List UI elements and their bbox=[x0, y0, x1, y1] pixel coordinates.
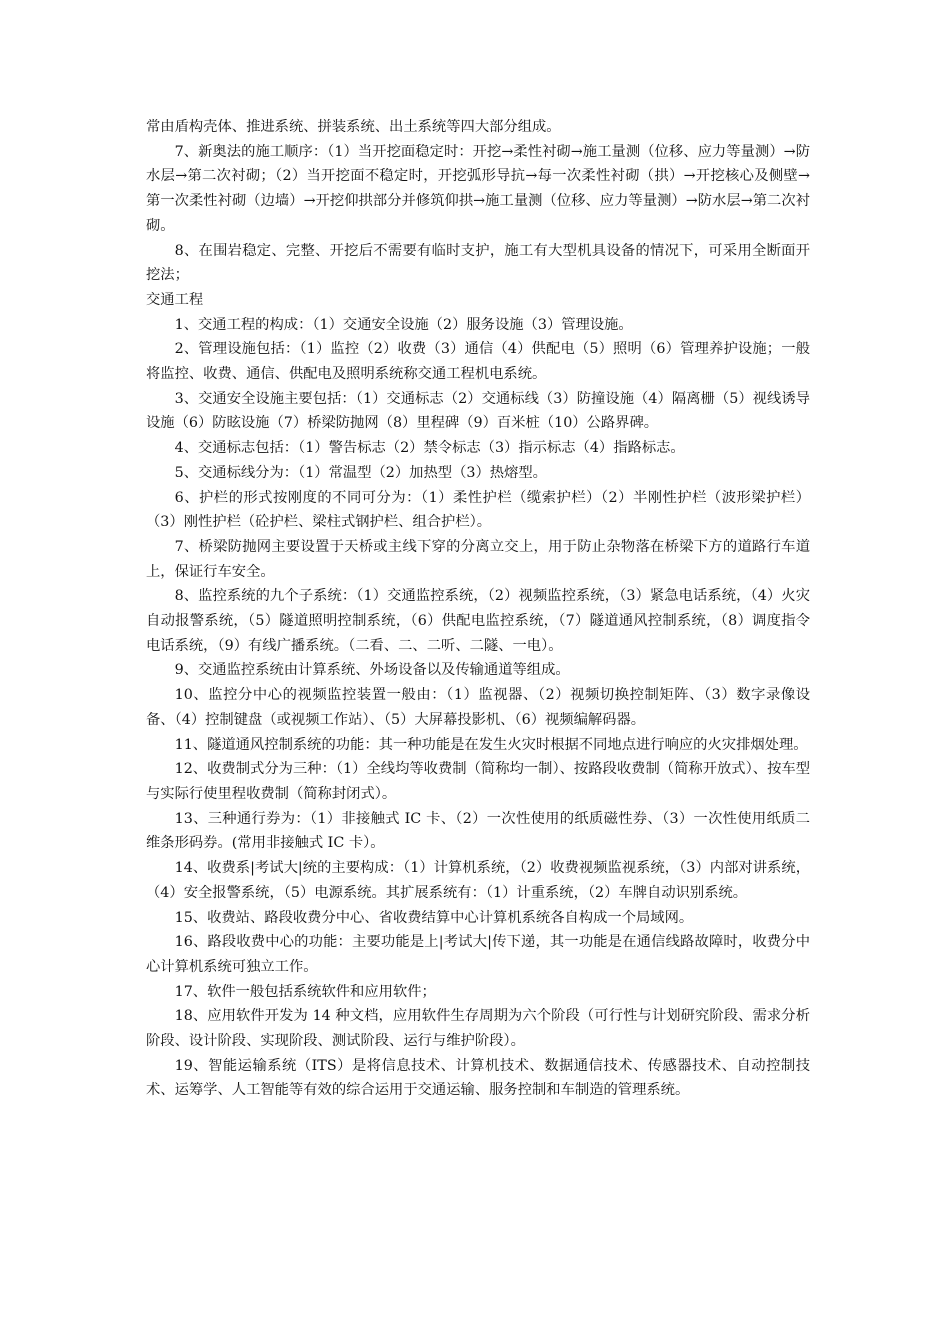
paragraph-item-9: 9、交通监控系统由计算系统、外场设备以及传输通道等组成。 bbox=[174, 662, 570, 679]
paragraph-item-19: 19、智能运输系统（ITS）是将信息技术、计算机技术、数据通信技术、传感器技术、自动控制技术、运筹学、人工智能等有效的综合运用于交通运输、服务控制和车制造的管理系统。 bbox=[146, 1057, 810, 1099]
paragraph-item-8: 8、监控系统的九个子系统：（1）交通监控系统，（2）视频监控系统，（3）紧急电话系统，（4）火灾自动报警系统，（5）隧道照明控制系统，（6）供配电监控系统，（7）隧道通风控制系统，（8）调度指令电话系统，（9）有线广播系统。（二看、二、二听、二隧、一电）。 bbox=[146, 588, 810, 654]
paragraph-item-15: 15、收费站、路段收费分中心、省收费结算中心计算机系统各自构成一个局域网。 bbox=[174, 909, 694, 926]
paragraph-item-14: 14、收费系|考试大|统的主要构成：（1）计算机系统，（2）收费视频监视系统，（3）内部对讲系统，（4）安全报警系统，（5）电源系统。其扩展系统有：（1）计重系统，（2）车牌自动识别系统。 bbox=[146, 860, 810, 901]
section-heading-traffic-engineering: 交通工程 bbox=[146, 291, 204, 308]
paragraph-item-18: 18、应用软件开发为 14 种文档，应用软件生存周期为六个阶段（可行性与计划研究阶段、需求分析阶段、设计阶段、实现阶段、测试阶段、运行与维护阶段）。 bbox=[146, 1008, 810, 1050]
paragraph-item-2: 2、管理设施包括：（1）监控（2）收费（3）通信（4）供配电（5）照明（6）管理养护设施；一般将监控、收费、通信、供配电及照明系统称交通工程机电系统。 bbox=[146, 341, 810, 383]
paragraph-item-13: 13、三种通行券为：（1）非接触式 IC 卡、（2）一次性使用的纸质磁性券、（3）一次性使用纸质二维条形码券。(常用非接触式 IC 卡）。 bbox=[146, 810, 810, 852]
paragraph-item-16: 16、路段收费中心的功能：主要功能是上|考试大|传下递，其一功能是在通信线路故障时，收费分中心计算机系统可独立工作。 bbox=[146, 934, 810, 975]
paragraph-item-5: 5、交通标线分为：（1）常温型（2）加热型（3）热熔型。 bbox=[174, 464, 547, 481]
document-page bbox=[146, 115, 810, 1103]
paragraph-shield-machine-parts: 常由盾构壳体、推进系统、拼装系统、出土系统等四大部分组成。 bbox=[146, 119, 561, 135]
paragraph-natm-sequence: 7、新奥法的施工顺序：（1）当开挖面稳定时：开挖→柔性衬砌→施工量测（位移、应力等量测）→防水层→第二次衬砌；（2）当开挖面不稳定时，开挖弧形导抗→每一次柔性衬砌（拱）→开挖核心及侧壁→第一次柔性衬砌（边墙）→开挖仰拱部分并修筑仰拱→施工量测（位移、应力等量测）→防水层→第二次衬砌。 bbox=[146, 143, 810, 234]
paragraph-item-3: 3、交通安全设施主要包括：（1）交通标志（2）交通标线（3）防撞设施（4）隔离栅（5）视线诱导设施（6）防眩设施（7）桥梁防抛网（8）里程碑（9）百米桩（10）公路界碑。 bbox=[146, 390, 810, 432]
paragraph-item-12: 12、收费制式分为三种：（1）全线均等收费制（简称均一制）、按路段收费制（简称开放式）、按车型与实际行使里程收费制（简称封闭式）。 bbox=[146, 761, 810, 802]
paragraph-full-face-excavation: 8、在围岩稳定、完整、开挖后不需要有临时支护，施工有大型机具设备的情况下，可采用全断面开挖法； bbox=[146, 242, 810, 284]
paragraph-item-10: 10、监控分中心的视频监控装置一般由：（1）监视器、（2）视频切换控制矩阵、（3）数字录像设备、（4）控制键盘（或视频工作站）、（5）大屏幕投影机、（6）视频编解码器。 bbox=[146, 687, 810, 728]
paragraph-item-4: 4、交通标志包括：（1）警告标志（2）禁令标志（3）指示标志（4）指路标志。 bbox=[174, 440, 685, 457]
paragraph-item-6: 6、护栏的形式按刚度的不同可分为：（1）柔性护栏（缆索护栏）（2）半刚性护栏（波形梁护栏）（3）刚性护栏（砼护栏、梁柱式钢护栏、组合护栏）。 bbox=[146, 489, 810, 531]
paragraph-item-17: 17、软件一般包括系统软件和应用软件； bbox=[174, 983, 436, 1000]
paragraph-item-7: 7、桥梁防抛网主要设置于天桥或主线下穿的分离立交上，用于防止杂物落在桥梁下方的道路行车道上，保证行车安全。 bbox=[146, 538, 810, 580]
paragraph-item-11: 11、隧道通风控制系统的功能：其一种功能是在发生火灾时根据不同地点进行响应的火灾排烟处理。 bbox=[174, 736, 808, 753]
paragraph-item-1: 1、交通工程的构成：（1）交通安全设施（2）服务设施（3）管理设施。 bbox=[174, 316, 633, 333]
